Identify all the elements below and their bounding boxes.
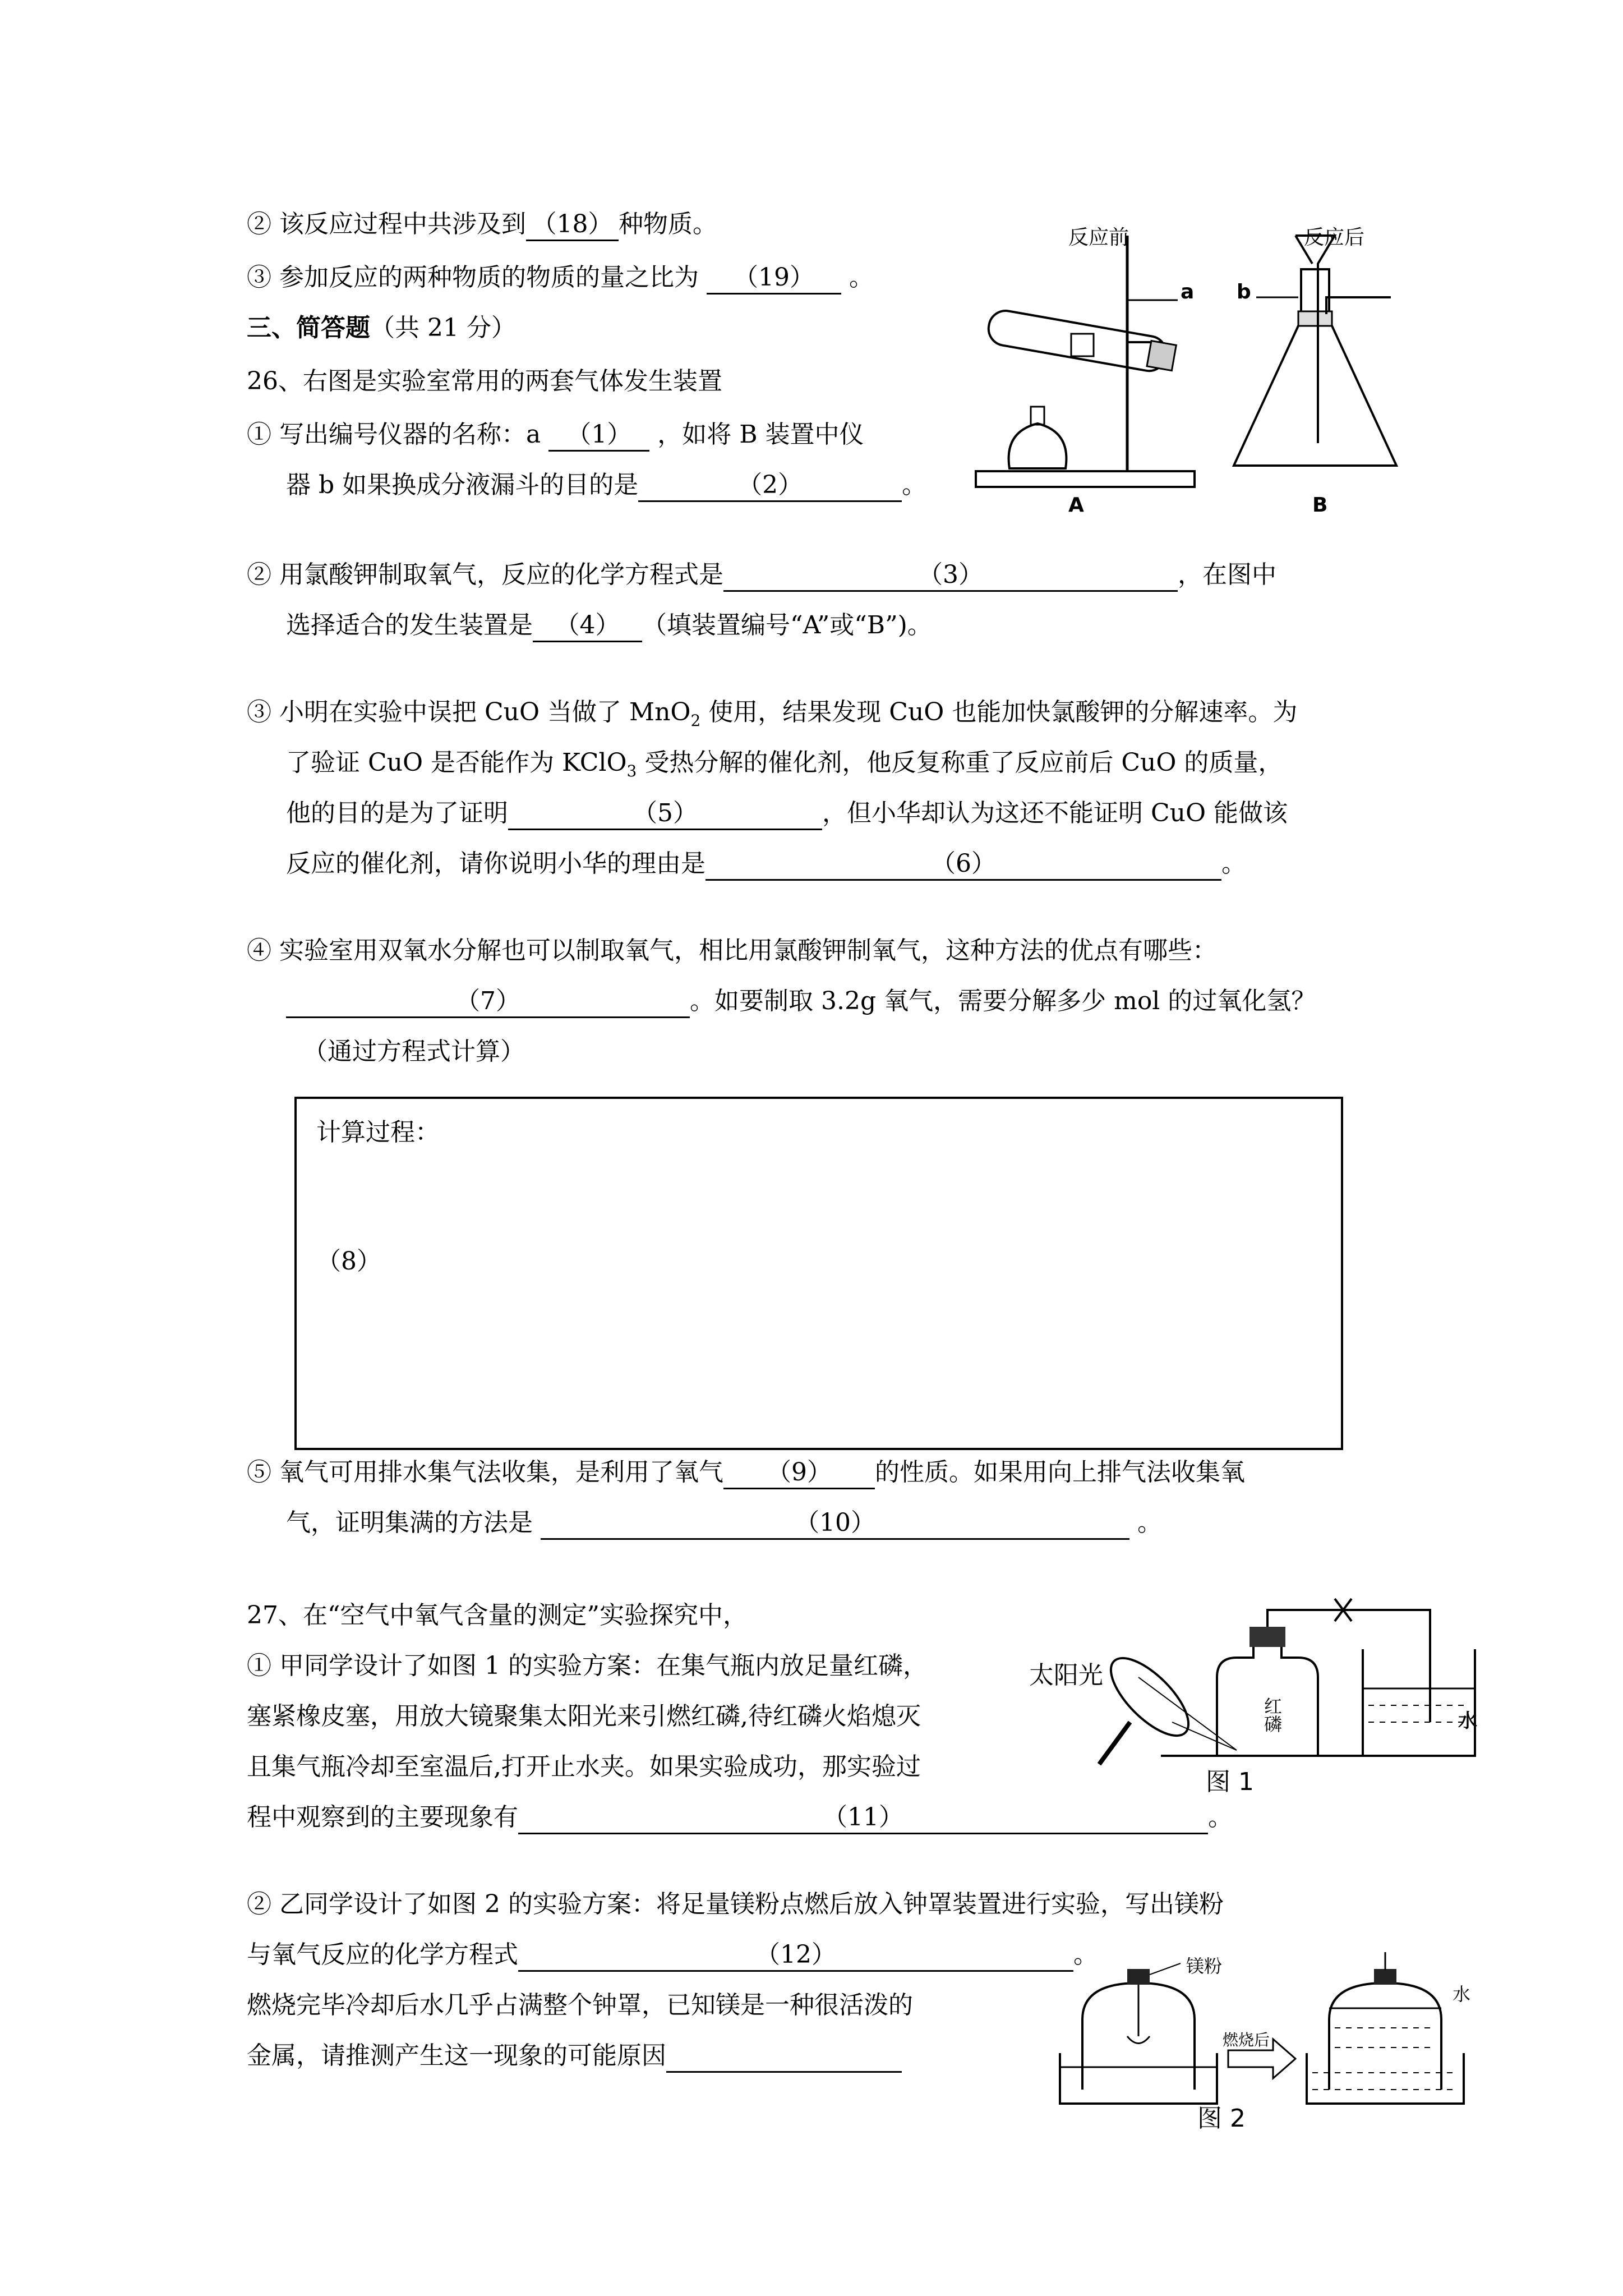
q27-sub2-line2: 与氧气反应的化学方程式 （12） 。 [247,1938,1098,1972]
answer-blank-6[interactable]: （6） [706,849,1221,881]
q26-stem: 26、右图是实验室常用的两套气体发生装置 [247,367,722,395]
answer-blank-11[interactable]: （11） [518,1802,1208,1834]
q25-item2: ② 该反应过程中共涉及到 （18） 种物质。 [247,208,717,241]
section-heading: 三、简答题（共 21 分） [247,314,516,342]
q27-sub1-line2: 塞紧橡皮塞，用放大镜聚集太阳光来引燃红磷,待红磷火焰熄灭 [247,1702,921,1731]
q26-sub4-line2: （7） 。如要制取 3.2g 氧气，需要分解多少 mol 的过氧化氢？ [286,984,1316,1018]
answer-blank-1[interactable]: （1） [548,420,649,452]
fig-label-before: 反应前 [1068,226,1129,249]
fig-label-after: 反应后 [1304,226,1365,249]
q26-sub3-line1: ③ 小明在实验中误把 CuO 当做了 MnO$_2$ 使用，结果发现 CuO 也能加快氯酸钾的分解速率。为 [247,698,1298,730]
q27-stem: 27、在“空气中氧气含量的测定”实验探究中， [247,1601,748,1630]
fig-label-b: b [1237,280,1251,303]
q27-sub1-line1: ① 甲同学设计了如图 1 的实验方案：在集气瓶内放足量红磷， [247,1651,928,1680]
answer-blank-2[interactable]: （2） [638,470,902,502]
answer-blank-18[interactable]: （18） [526,209,619,241]
fig1-phosphorus-label: 红磷 [1261,1697,1283,1733]
answer-blank-4[interactable]: （4） [533,610,642,642]
q26-sub3-line3: 他的目的是为了证明 （5） ，但小华却认为这还不能证明 CuO 能做该 [286,797,1288,830]
fig-caption-b: B [1312,494,1328,517]
q26-sub4-line3: （通过方程式计算） [303,1037,525,1066]
answer-blank-19[interactable]: （19） [707,263,841,295]
fig-label-a: a [1181,280,1195,303]
fig-caption-a: A [1068,494,1084,517]
fig1-caption: 图 1 [1206,1768,1254,1796]
answer-blank-12[interactable]: （12） [518,1940,1073,1972]
q26-sub2-line2: 选择适合的发生装置是 （4） （填装置编号“A”或“B”)。 [286,609,932,642]
q27-sub2-line3: 燃烧完毕冷却后水几乎占满整个钟罩，已知镁是一种很活泼的 [247,1991,913,2019]
q26-sub5-line1: ⑤ 氧气可用排水集气法收集，是利用了氧气 （9） 的性质。如果用向上排气法收集氧 [247,1456,1245,1489]
q26-sub3-line4: 反应的催化剂，请你说明小华的理由是 （6） 。 [286,847,1246,881]
fig2-arrow-label: 燃烧后 [1223,2031,1270,2049]
fig2-water-label: 水 [1453,1984,1471,2005]
q27-sub1-line3: 且集气瓶冷却至室温后,打开止水夹。如果实验成功，那实验过 [247,1752,921,1781]
fig1-water-label: 水 [1458,1710,1477,1732]
q26-sub5-line2: 气，证明集满的方法是 （10） 。 [286,1506,1162,1540]
q26-sub4-line1: ④ 实验室用双氧水分解也可以制取氧气，相比用氯酸钾制氧气，这种方法的优点有哪些： [247,936,1217,965]
calc-mark-8: （8） [316,1247,381,1276]
answer-blank-9[interactable]: （9） [723,1457,875,1489]
q27-sub2-line1: ② 乙同学设计了如图 2 的实验方案：将足量镁粉点燃后放入钟罩装置进行实验，写出镁粉 [247,1890,1224,1918]
q26-sub1-line2: 器 b 如果换成分液漏斗的目的是 （2） 。 [286,468,926,502]
answer-blank-3[interactable]: （3） [723,560,1178,592]
answer-blank-10[interactable]: （10） [541,1508,1129,1540]
q25-item3: ③ 参加反应的两种物质的物质的量之比为 （19） 。 [247,261,874,295]
fig2-caption: 图 2 [1197,2104,1246,2133]
q26-sub3-line2: 了验证 CuO 是否能作为 KClO$_3$ 受热分解的催化剂，他反复称重了反应前后 CuO 的质量， [286,748,1283,780]
q27-sub2-line4: 金属，请推测产生这一现象的可能原因 [247,2039,902,2073]
answer-blank-5[interactable]: （5） [508,798,822,830]
calc-title: 计算过程： [316,1118,440,1147]
answer-blank-13[interactable] [666,2041,902,2073]
calculation-box[interactable] [294,1097,1343,1450]
q26-sub1-line1: ① 写出编号仪器的名称：a （1） ，如将 B 装置中仪 [247,418,864,452]
gas-generator-apparatus-figure [965,208,1469,522]
fig1-sunlight-label: 太阳光 [1029,1661,1103,1690]
q26-sub2-line1: ② 用氯酸钾制取氧气，反应的化学方程式是 （3） ，在图中 [247,558,1276,592]
q27-sub1-line4: 程中观察到的主要现象有 （11） 。 [247,1801,1233,1834]
answer-blank-7[interactable]: （7） [286,986,690,1018]
fig2-mg-label: 镁粉 [1186,1955,1223,1977]
